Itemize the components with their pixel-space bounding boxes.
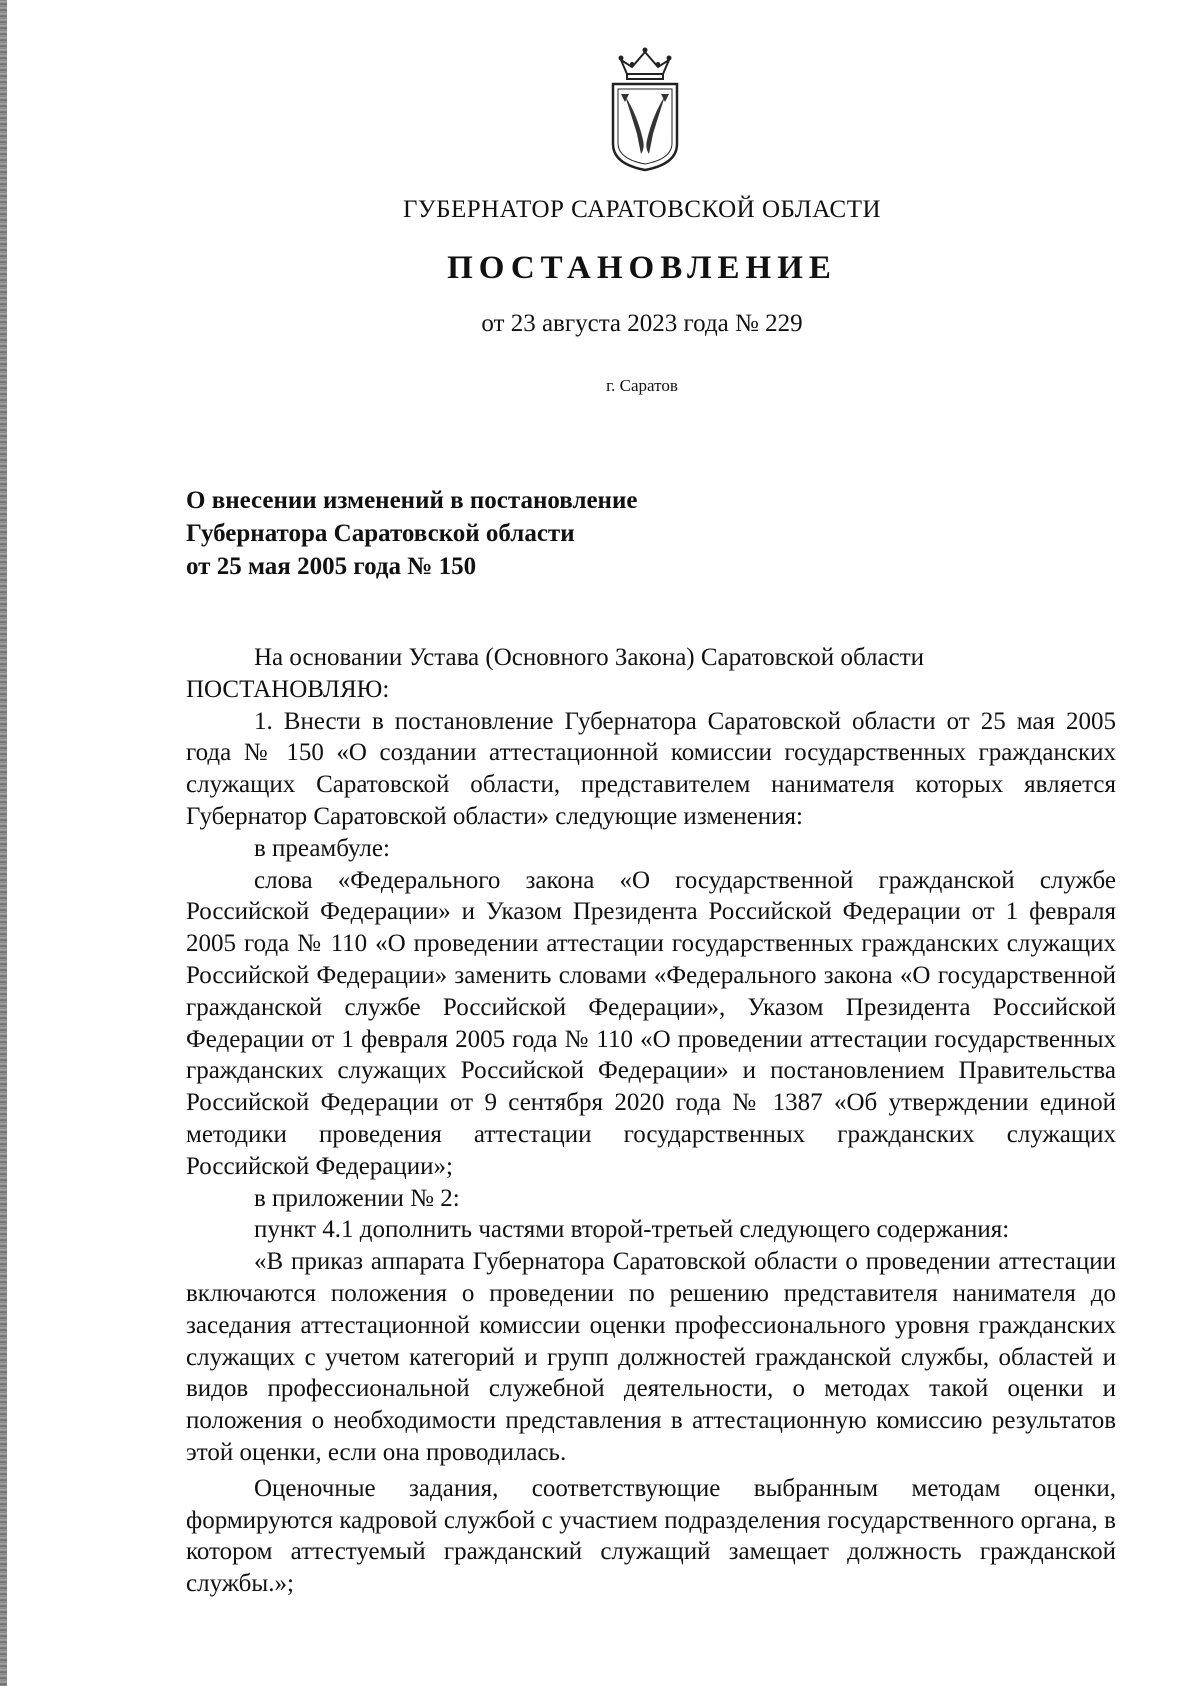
document-place: г. Саратов — [606, 376, 678, 395]
document-body — [186, 642, 1116, 1600]
subject-line: от 25 мая 2005 года № 150 — [186, 553, 477, 580]
document-date-number: от 23 августа 2023 года № 229 — [481, 310, 803, 337]
body-paragraph: «В приказ аппарата Губернатора Саратовской области о проведении аттестации включаются положения о проведении по решению представителя нанимателя до заседания аттестационной комиссии оценки профессионального уровня гражданских служащих с учетом категорий и групп должностей гражданской службы, областей и видов профессиональной служебной деятельности, о методах такой оценки и положения о необходимости представления в аттестационную комиссию результатов этой оценки, если она проводилась. — [186, 1248, 1116, 1466]
subject-line: О внесении изменений в постановление — [186, 487, 638, 514]
subject-line: Губернатора Саратовской области — [186, 520, 575, 547]
document-type: ПОСТАНОВЛЕНИЕ — [447, 250, 837, 286]
body-paragraph: слова «Федерального закона «О государственной гражданской службе Российской Федерации» и Указом Президента Российской Федерации от 1 февраля 2005 года № 110 «О проведении аттестации государственных гражданских служащих Российской Федерации» заменить словами «Федерального закона «О государственной гражданской службе Российской Федерации», Указом Президента Российской Федерации от 1 февраля 2005 года № 110 «О проведении аттестации государственных гражданских служащих Российской Федерации» и постановлением Правительства Российской Федерации от 9 сентября 2020 года № 1387 «Об утверждении единой методики проведения аттестации государственных гражданских служащих Российской Федерации»; — [186, 866, 1116, 1180]
saratov-coat-of-arms-icon — [607, 44, 683, 174]
body-paragraph: 1. Внести в постановление Губернатора Саратовской области от 25 мая 2005 года № 150 «О создании аттестационной комиссии государственных гражданских служащих Саратовской области, представителем нанимателя которых является Губернатор Саратовской области» следующие изменения: — [186, 707, 1116, 830]
body-paragraph: пункт 4.1 дополнить частями второй-третьей следующего содержания: — [254, 1216, 1010, 1244]
body-paragraph: в приложении № 2: — [254, 1184, 460, 1212]
body-paragraph-resolve: ПОСТАНОВЛЯЮ: — [186, 675, 390, 703]
issuing-authority: ГУБЕРНАТОР САРАТОВСКОЙ ОБЛАСТИ — [402, 196, 882, 223]
body-paragraph: в преамбуле: — [254, 834, 390, 862]
document-subject — [186, 484, 637, 583]
body-paragraph: Оценочные задания, соответствующие выбранным методам оценки, формируются кадровой службой с участием подразделения государственного органа, в котором аттестуемый гражданский служащий замещает должность гражданской службы.»; — [186, 1474, 1116, 1598]
body-paragraph: На основании Устава (Основного Закона) Саратовской области — [254, 644, 925, 671]
